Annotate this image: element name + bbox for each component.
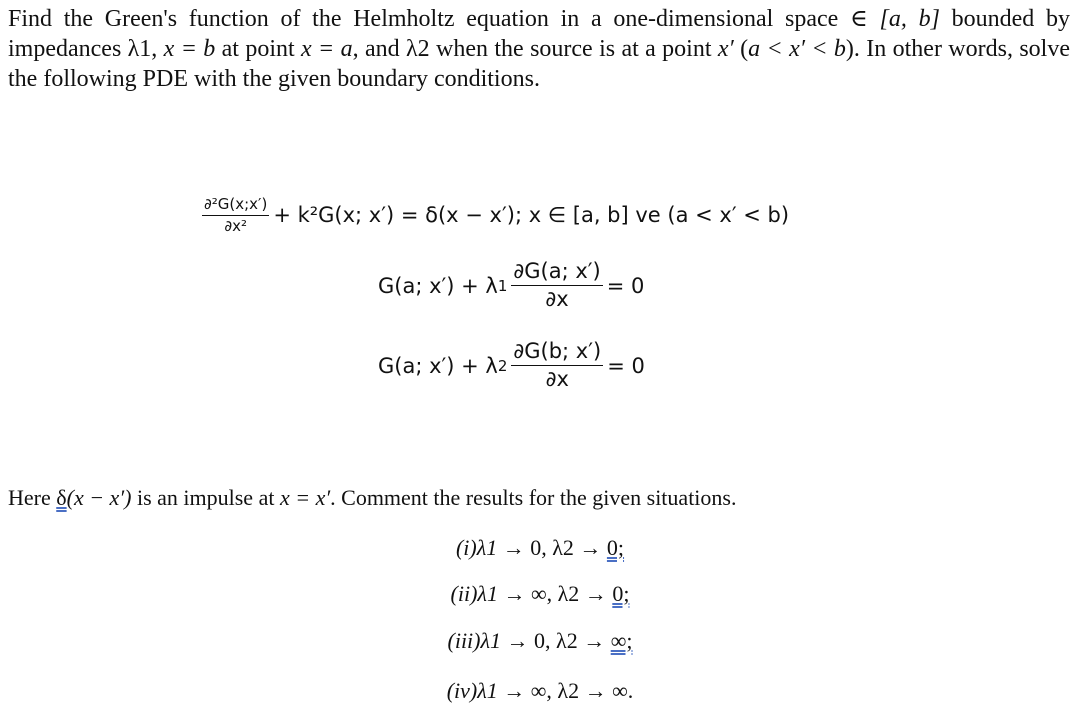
x-prime: x′ [717, 36, 734, 62]
helmholtz-equation [198, 196, 789, 234]
case-condition: → ∞, λ2 → [497, 581, 613, 606]
case-end: ∞. [612, 678, 634, 703]
case-item [0, 580, 1080, 608]
fraction-numerator: ∂G(b; x′) [511, 340, 603, 366]
here-text: . Comment the results for the given situations. [330, 485, 737, 510]
case-item [0, 627, 1080, 655]
x-equals-b: x = b [163, 36, 216, 62]
bc-lhs: G(a; x′) + λ [378, 273, 498, 298]
fraction-denominator: ∂x [545, 287, 569, 312]
case-condition: → 0, λ2 → [501, 628, 611, 653]
case-end: 0; [606, 535, 625, 560]
impulse-location: x = x′ [279, 485, 331, 510]
intro-text: when the source is at a point [429, 36, 718, 62]
case-condition: → 0, λ2 → [497, 535, 607, 560]
intro-text: , and [352, 36, 407, 62]
bc-rhs: = 0 [607, 353, 645, 378]
case-label: (iv)λ1 [446, 678, 498, 703]
case-label: (ii)λ1 [450, 581, 498, 606]
case-item [0, 677, 1080, 705]
intro-text: Find the Green's function of the Helmholtz equation in a one-dimensional space [8, 6, 851, 32]
fraction-numerator: ∂²G(x;x′) [202, 196, 269, 216]
boundary-condition-1 [378, 260, 644, 311]
problem-intro [8, 4, 1070, 94]
case-item [0, 534, 1080, 562]
lambda-subscript: 1 [497, 276, 508, 295]
second-derivative-fraction [202, 196, 269, 234]
here-text: Here [8, 485, 57, 510]
impulse-expression: (x − x′) [66, 485, 132, 510]
equation-rest: + k²G(x; x′) = δ(x − x′); x ∈ [a, b] ve (a < x′ < b) [273, 203, 790, 227]
case-end: ∞; [610, 628, 633, 653]
bc-lhs: G(a; x′) + λ [378, 353, 498, 378]
bc-rhs: = 0 [606, 273, 645, 298]
here-text: is an impulse at [131, 485, 280, 510]
fraction-numerator: ∂G(a; x′) [511, 260, 602, 286]
bc-derivative-fraction [511, 260, 602, 311]
lambda1: λ1 [127, 36, 152, 62]
impulse-description [8, 484, 736, 512]
bc-derivative-fraction [511, 340, 603, 391]
intro-text: ). In other words, solve the following PDE with the given boundary conditions. [8, 36, 1070, 92]
intro-text: , [151, 36, 164, 62]
interval: ∈ [a, b] [850, 6, 940, 32]
case-end: 0; [612, 581, 630, 606]
intro-text: bounded by impedances [8, 6, 1070, 62]
delta-symbol: δ [56, 485, 67, 510]
source-inequality: a < x′ < b [748, 36, 846, 62]
intro-text: ( [733, 36, 749, 62]
x-equals-a: x = a [301, 36, 353, 62]
case-condition: → ∞, λ2 → [497, 678, 613, 703]
lambda-subscript: 2 [497, 356, 508, 375]
boundary-condition-2 [378, 340, 645, 391]
fraction-denominator: ∂x [545, 367, 569, 392]
fraction-denominator: ∂x² [224, 216, 247, 235]
case-label: (iii)λ1 [447, 628, 502, 653]
case-label: (i)λ1 [455, 535, 498, 560]
intro-text: at point [215, 36, 302, 62]
lambda2: λ2 [406, 36, 430, 62]
